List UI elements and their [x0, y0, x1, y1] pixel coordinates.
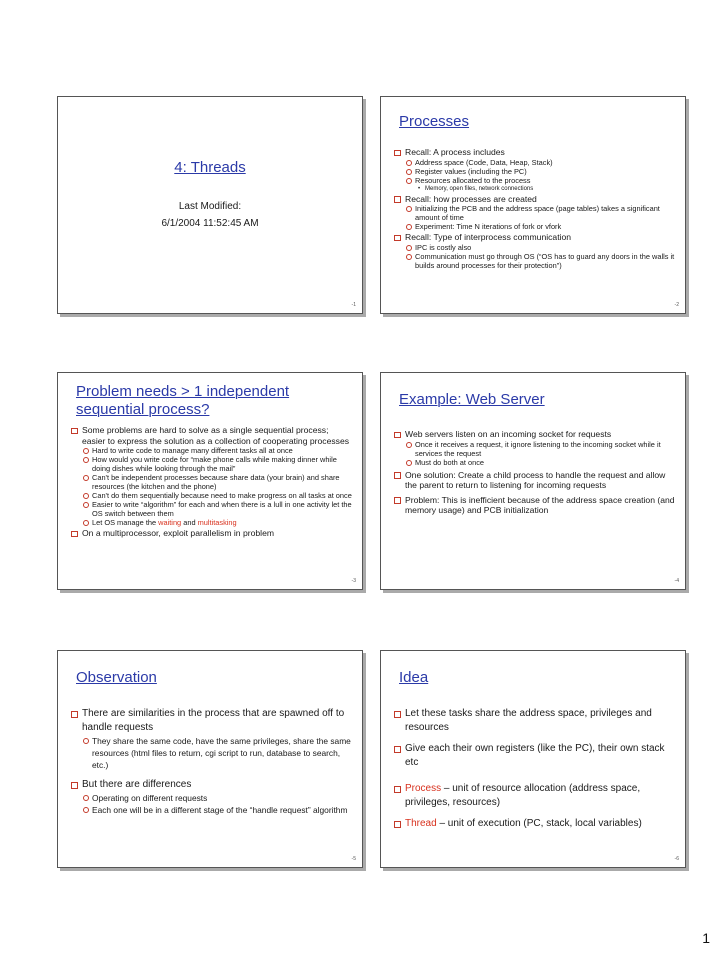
- slide-3: [57, 372, 363, 590]
- bullet-list: [393, 429, 675, 517]
- slide-5: [57, 650, 363, 868]
- slide-title: Observation: [76, 669, 157, 686]
- slide-number: -3: [351, 578, 356, 584]
- bullet-list: [393, 707, 675, 838]
- slide-number: -5: [351, 856, 356, 862]
- list-item: Recall: A process includes Address space (Code, Data, Heap, Stack) Register values (including the PC) Resources allocated to the process • Memory, open files, network connections: [393, 147, 675, 193]
- slide-title: Processes: [399, 113, 470, 130]
- list-item: Address space (Code, Data, Heap, Stack): [405, 158, 675, 167]
- list-item: Communication must go through OS (“OS has to guard any doors in the walls it builds around processes for their protection”): [405, 252, 675, 270]
- slide-title: 4: Threads: [174, 159, 246, 176]
- list-item: Each one will be in a different stage of the “handle request” algorithm: [82, 804, 352, 816]
- list-item: Can't be independent processes because share data (your brain) and share resources (the kitchen and the phone): [82, 473, 352, 491]
- list-item: There are similarities in the process that are spawned off to handle requests They share the same code, have the same privileges, share the same resources (html files to return, cgi script to run, database to search, etc.): [70, 707, 352, 771]
- slide-title: Problem needs > 1 independent sequential process?: [76, 383, 290, 418]
- list-item: They share the same code, have the same privileges, share the same resources (html files to return, cgi script to run, database to search, etc.): [82, 735, 352, 771]
- slide-1: [57, 96, 363, 314]
- list-item: Let these tasks share the address space, privileges and resources: [393, 707, 675, 735]
- list-item: IPC is costly also: [405, 243, 675, 252]
- list-item: Must do both at once: [405, 458, 675, 467]
- bullet-list: [70, 425, 352, 540]
- list-item: Thread – unit of execution (PC, stack, local variables): [393, 817, 675, 831]
- list-item: Problem: This is inefficient because of the address space creation (and memory usage) and PCB initialization: [393, 495, 675, 516]
- slide-number: -6: [674, 856, 679, 862]
- list-item: Let OS manage the waiting and multitasking: [82, 518, 352, 527]
- slide-title: Idea: [399, 669, 429, 686]
- bullet-list: [393, 147, 675, 271]
- slide-6: [380, 650, 686, 868]
- list-item: Once it receives a request, it ignore listening to the incoming socket while it services the request: [405, 440, 675, 458]
- slide-number: -2: [674, 302, 679, 308]
- list-item: Process – unit of resource allocation (address space, privileges, resources): [393, 782, 675, 810]
- slide-2: [380, 96, 686, 314]
- list-item: Give each their own registers (like the PC), their own stack etc: [393, 742, 675, 770]
- last-modified-date: 6/1/2004 11:52:45 AM: [161, 218, 259, 229]
- list-item: Resources allocated to the process • Memory, open files, network connections: [405, 176, 675, 193]
- bullet-list: [70, 707, 352, 823]
- list-item: Easier to write “algorithm” for each and when there is a lull in one activity let the OS switch between them: [82, 500, 352, 518]
- list-item: Experiment: Time N iterations of fork or vfork: [405, 222, 675, 231]
- list-item: But there are differences Operating on different requests Each one will be in a different stage of the “handle request” algorithm: [70, 778, 352, 816]
- list-item: Recall: Type of interprocess communication IPC is costly also Communication must go through OS (“OS has to guard any doors in the walls it builds around processes for their protection”): [393, 232, 675, 270]
- list-item: Some problems are hard to solve as a single sequential process; easier to express the solution as a collection of cooperating processes Hard to write code to manage many different tasks all at once How would you write code for “make phone calls while making dinner while doing dishes while looking through the mail” Can't be independent processes because share data (your brain) and share resources (the kitchen and the phone) Can't do them sequentially because need to make progress on all tasks at once Easier to write “algorithm” for each and when there is a lull in one activity let the OS switch between them Let OS manage the waiting and multitasking: [70, 425, 352, 527]
- list-item: One solution: Create a child process to handle the request and allow the parent to return to listening for incoming requests: [393, 470, 675, 491]
- last-modified-label: Last Modified:: [178, 201, 242, 212]
- list-item: Operating on different requests: [82, 792, 352, 804]
- page-number: 1: [702, 930, 710, 946]
- list-item: Can't do them sequentially because need to make progress on all tasks at once: [82, 491, 352, 500]
- list-item: On a multiprocessor, exploit parallelism in problem: [70, 528, 352, 539]
- slide-number: -1: [351, 302, 356, 308]
- list-item: Hard to write code to manage many different tasks all at once: [82, 446, 352, 455]
- slide-title: Example: Web Server: [399, 391, 545, 408]
- list-item: Initializing the PCB and the address space (page tables) takes a significant amount of time: [405, 204, 675, 222]
- list-item: Register values (including the PC): [405, 167, 675, 176]
- list-item: How would you write code for “make phone calls while making dinner while doing dishes while looking through the mail”: [82, 455, 352, 473]
- list-item: • Memory, open files, network connections: [415, 185, 675, 193]
- list-item: Web servers listen on an incoming socket for requests Once it receives a request, it ignore listening to the incoming socket while it services the request Must do both at once: [393, 429, 675, 467]
- slide-4: [380, 372, 686, 590]
- slide-number: -4: [674, 578, 679, 584]
- list-item: Recall: how processes are created Initializing the PCB and the address space (page tables) takes a significant amount of time Experiment: Time N iterations of fork or vfork: [393, 194, 675, 232]
